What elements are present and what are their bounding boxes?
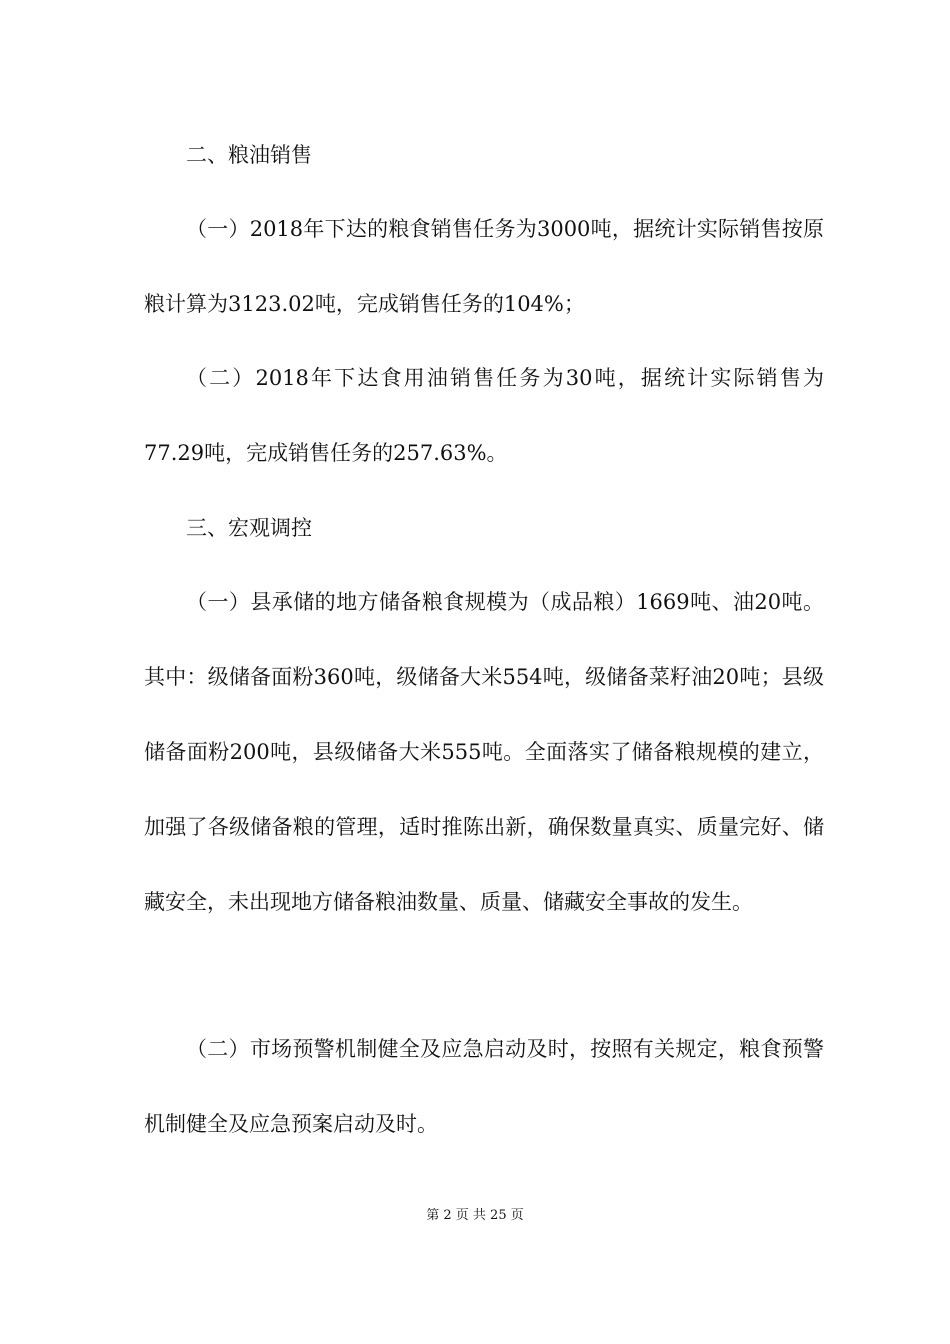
paragraph-early-warning: （二）市场预警机制健全及应急启动及时，按照有关规定，粮食预警机制健全及应急预案启动及时。 xyxy=(144,1037,824,1136)
paragraph-oil-sales: （二）2018年下达食用油销售任务为30吨，据统计实际销售为77.29吨，完成销售任务的257.63%。 xyxy=(144,366,824,465)
section-heading-grain-oil-sales: 二、粮油销售 xyxy=(186,143,312,167)
paragraph-grain-sales: （一）2018年下达的粮食销售任务为3000吨，据统计实际销售按原粮计算为3123.02吨，完成销售任务的104%； xyxy=(144,217,824,316)
section-heading-macro-control: 三、宏观调控 xyxy=(186,516,312,540)
paragraph-reserve-scale: （一）县承储的地方储备粮食规模为（成品粮）1669吨、油20吨。其中：级储备面粉360吨，级储备大米554吨，级储备菜籽油20吨；县级储备面粉200吨，县级储备大米555吨。全面落实了储备粮规模的建立，加强了各级储备粮的管理，适时推陈出新，确保数量真实、质量完好、储藏安全，未出现地方储备粮油数量、质量、储藏安全事故的发生。 xyxy=(144,590,824,914)
page-number-footer: 第 2 页 共 25 页 xyxy=(426,1208,524,1223)
